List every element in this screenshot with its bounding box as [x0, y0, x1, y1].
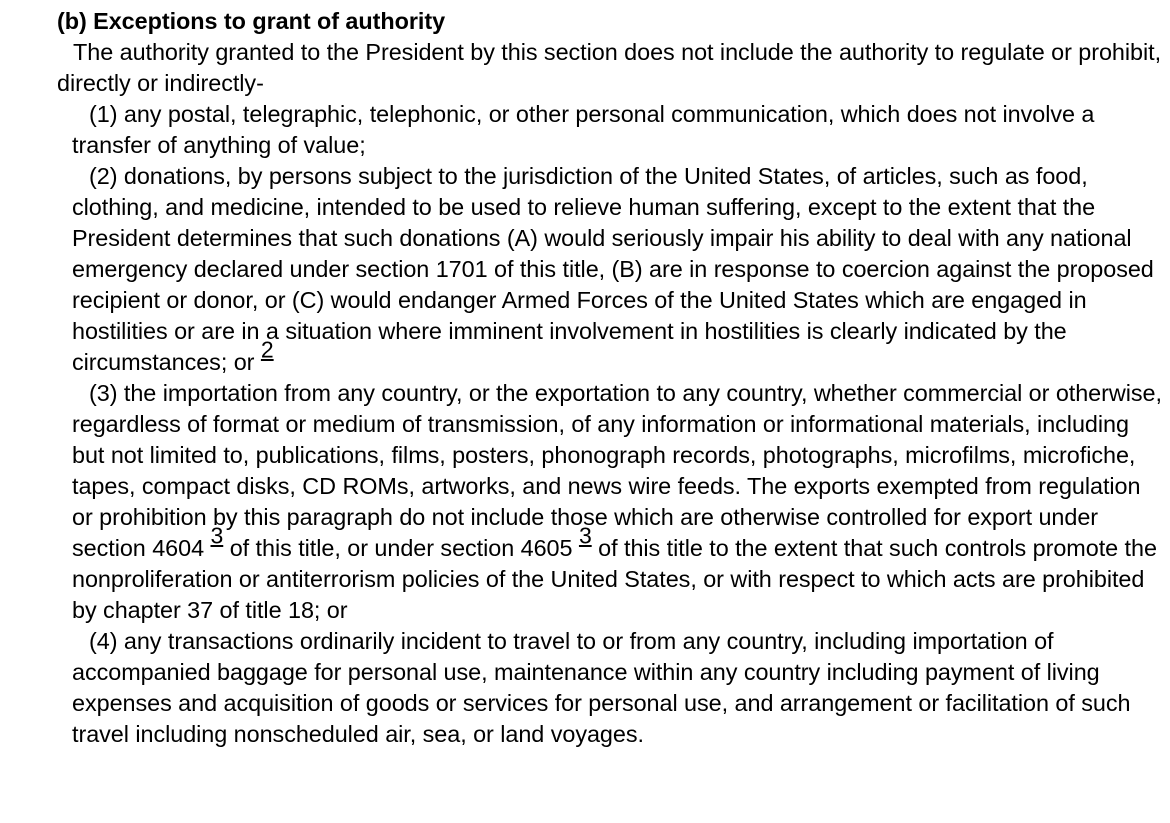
footnote-link-2[interactable]: 2: [260, 336, 274, 363]
paragraph-3-text-a: (3) the importation from any country, or the exportation to any country, whether commercial or otherwise, regardless of format or medium of transmission, of any information or informational materials, including but not limited to, publications, films, posters, phonograph records, photographs, microfilms, microfiche, tapes, compact disks, CD ROMs, artworks, and news wire feeds. The exports exempted from regulation or prohibition by this paragraph do not include those which are otherwise controlled for export under section 4604: [72, 380, 1162, 561]
footnote-link-3a[interactable]: 3: [210, 522, 224, 549]
paragraph-3-text-b: of this title, or under section 4605: [229, 535, 573, 561]
intro-paragraph: The authority granted to the President by this section does not include the authority to regulate or prohibit, directly or indirectly-: [57, 39, 1162, 96]
footnote-link-3b[interactable]: 3: [578, 522, 592, 549]
paragraph-2: [72, 161, 1167, 378]
paragraph-1: (1) any postal, telegraphic, telephonic, or other personal communication, which does not involve a transfer of anything of value;: [72, 101, 1095, 158]
paragraph-3-text-c: of this title to the extent that such controls promote the nonproliferation or antiterrorism policies of the United States, or with respect to which acts are prohibited by chapter 37 of title 18; or: [72, 535, 1157, 623]
paragraph-4: (4) any transactions ordinarily incident to travel to or from any country, including importation of accompanied baggage for personal use, maintenance within any country including payment of living expenses and acquisition of goods or services for personal use, and arrangement or facilitation of such travel including nonscheduled air, sea, or land voyages.: [72, 628, 1131, 747]
paragraph-2-text: (2) donations, by persons subject to the jurisdiction of the United States, of articles, such as food, clothing, and medicine, intended to be used to relieve human suffering, except to the extent that the President determines that such donations (A) would seriously impair his ability to deal with any national emergency declared under section 1701 of this title, (B) are in response to coercion against the proposed recipient or donor, or (C) would endanger Armed Forces of the United States which are engaged in hostilities or are in a situation where imminent involvement in hostilities is clearly indicated by the circumstances; or: [72, 163, 1154, 375]
section-heading: (b) Exceptions to grant of authority: [57, 8, 446, 34]
paragraph-3: [72, 378, 1167, 626]
document-body: [57, 6, 1167, 750]
